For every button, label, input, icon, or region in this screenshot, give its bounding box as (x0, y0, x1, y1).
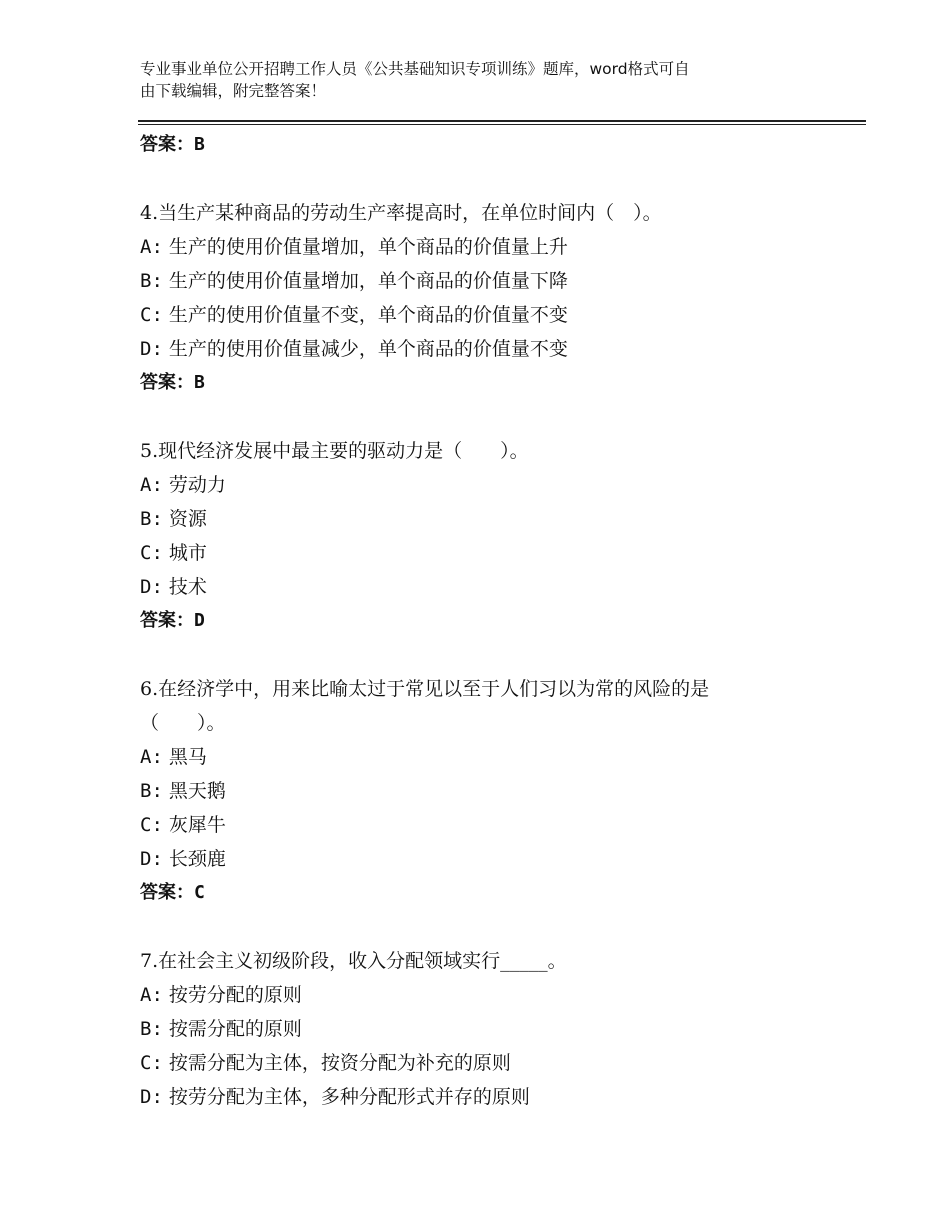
answer-line (140, 876, 840, 910)
answer-option (140, 298, 840, 332)
question-block (140, 196, 840, 400)
question-block (140, 944, 840, 1114)
question-spacer (140, 400, 840, 434)
answer-value: D (194, 610, 205, 631)
question-list (140, 128, 840, 1114)
answer-line (140, 128, 840, 162)
header-line-2: 由下载编辑，附完整答案！ (140, 82, 327, 100)
option-text: 按劳分配的原则 (162, 984, 302, 1006)
option-text: 按需分配的原则 (162, 1018, 302, 1040)
option-key: A: (140, 984, 163, 1006)
answer-label: 答案： (140, 134, 194, 155)
option-text: 劳动力 (162, 474, 226, 496)
option-key: D: (140, 848, 163, 870)
answer-option (140, 536, 840, 570)
option-key: C: (140, 1052, 163, 1074)
answer-option (140, 1046, 840, 1080)
question-stem: 6.在经济学中，用来比喻太过于常见以至于人们习以为常的风险的是 (140, 678, 710, 700)
option-key: D: (140, 576, 163, 598)
option-key: A: (140, 236, 163, 258)
question-spacer (140, 910, 840, 944)
answer-option (140, 264, 840, 298)
option-text: 资源 (162, 508, 207, 530)
option-text: 黑天鹅 (162, 780, 226, 802)
option-text: 生产的使用价值量减少，单个商品的价值量不变 (162, 338, 568, 360)
answer-option (140, 740, 840, 774)
answer-option (140, 332, 840, 366)
option-text: 技术 (162, 576, 207, 598)
option-key: D: (140, 338, 163, 360)
option-key: B: (140, 1018, 163, 1040)
answer-option (140, 468, 840, 502)
option-text: 生产的使用价值量增加，单个商品的价值量下降 (162, 270, 568, 292)
option-text: 生产的使用价值量增加，单个商品的价值量上升 (162, 236, 568, 258)
answer-option (140, 230, 840, 264)
answer-option (140, 978, 840, 1012)
question-block (140, 672, 840, 910)
option-key: B: (140, 780, 163, 802)
option-key: C: (140, 814, 163, 836)
option-text: 长颈鹿 (162, 848, 226, 870)
header-rule-thin (138, 124, 866, 125)
option-text: 黑马 (162, 746, 207, 768)
option-key: D: (140, 1086, 163, 1108)
answer-option (140, 570, 840, 604)
question-stem: 4.当生产某种商品的劳动生产率提高时，在单位时间内（ ）。 (140, 202, 662, 224)
answer-value: B (194, 134, 205, 155)
question-block (140, 434, 840, 638)
answer-line (140, 604, 840, 638)
answer-option (140, 1012, 840, 1046)
answer-option (140, 774, 840, 808)
answer-line (140, 366, 840, 400)
answer-option (140, 1080, 840, 1114)
document-header (140, 58, 820, 102)
option-text: 生产的使用价值量不变，单个商品的价值量不变 (162, 304, 568, 326)
question-stem: （ ）。 (140, 712, 226, 734)
answer-option (140, 808, 840, 842)
answer-option (140, 842, 840, 876)
option-text: 按劳分配为主体，多种分配形式并存的原则 (162, 1086, 530, 1108)
answer-value: C (194, 882, 205, 903)
question-stem: 5.现代经济发展中最主要的驱动力是（ ）。 (140, 440, 529, 462)
option-key: A: (140, 746, 163, 768)
option-text: 按需分配为主体，按资分配为补充的原则 (162, 1052, 511, 1074)
question-spacer (140, 162, 840, 196)
option-text: 城市 (162, 542, 207, 564)
header-rule-thick (138, 120, 866, 122)
answer-value: B (194, 372, 205, 393)
header-line-1: 专业事业单位公开招聘工作人员《公共基础知识专项训练》题库，word格式可自 (140, 60, 690, 78)
option-key: C: (140, 542, 163, 564)
answer-option (140, 502, 840, 536)
option-key: C: (140, 304, 163, 326)
answer-label: 答案： (140, 882, 194, 903)
option-key: B: (140, 508, 163, 530)
option-key: B: (140, 270, 163, 292)
answer-label: 答案： (140, 610, 194, 631)
option-key: A: (140, 474, 163, 496)
answer-label: 答案： (140, 372, 194, 393)
question-spacer (140, 638, 840, 672)
question-stem: 7.在社会主义初级阶段，收入分配领域实行_____。 (140, 950, 567, 972)
option-text: 灰犀牛 (162, 814, 226, 836)
